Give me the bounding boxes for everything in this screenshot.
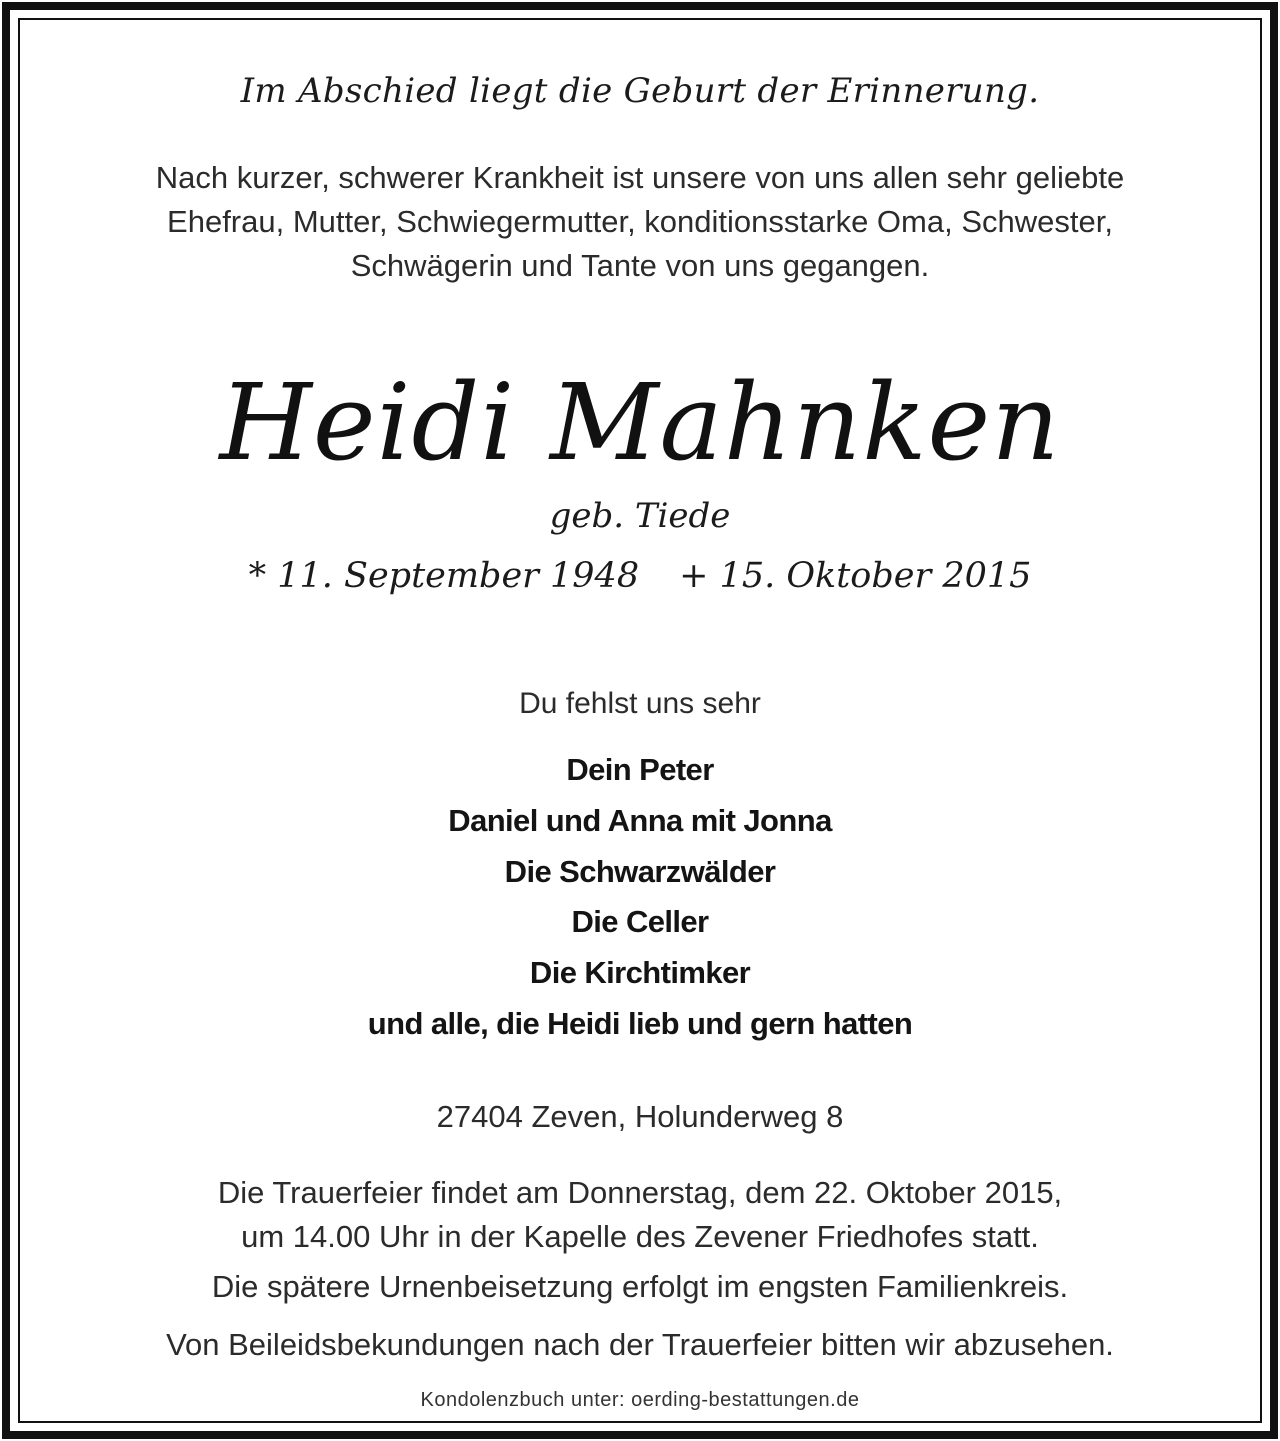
mourner-item: Daniel und Anna mit Jonna	[448, 802, 832, 838]
mourners-list	[0, 745, 1280, 1050]
condolence-note: Von Beileidsbekundungen nach der Trauerfeier bitten wir abzusehen.	[166, 1327, 1114, 1362]
intro-line-2: Ehefrau, Mutter, Schwiegermutter, konditionsstarke Oma, Schwester,	[167, 204, 1113, 239]
deceased-name: Heidi Mahnken	[219, 361, 1061, 484]
intro-line-1: Nach kurzer, schwerer Krankheit ist unsere von uns allen sehr geliebte	[155, 160, 1125, 195]
motto-quote: Im Abschied liegt die Geburt der Erinnerung.	[240, 71, 1040, 111]
mourner-item: Die Kirchtimker	[529, 955, 751, 991]
family-address: 27404 Zeven, Holunderweg 8	[436, 1099, 844, 1134]
death-date: + 15. Oktober 2015	[679, 556, 1032, 596]
ceremony-line-1: Die Trauerfeier findet am Donnerstag, dem 22. Oktober 2015,	[217, 1175, 1063, 1210]
mourner-item: Die Schwarzwälder	[504, 853, 776, 889]
intro-line-3: Schwägerin und Tante von uns gegangen.	[350, 248, 930, 283]
condolence-book-link[interactable]: Kondolenzbuch unter: oerding-bestattungen.de	[420, 1389, 860, 1411]
birth-date: * 11. September 1948	[248, 556, 640, 596]
life-dates	[0, 556, 1280, 596]
mourner-item: und alle, die Heidi lieb und gern hatten	[367, 1005, 913, 1041]
birth-name: geb. Tiede	[549, 496, 731, 536]
urn-burial-note: Die spätere Urnenbeisetzung erfolgt im engsten Familienkreis.	[211, 1269, 1069, 1304]
ceremony-info	[0, 1171, 1280, 1259]
mourner-item: Die Celler	[571, 904, 709, 940]
mourner-item: Dein Peter	[566, 752, 714, 787]
intro-text	[0, 156, 1280, 288]
ceremony-line-2: um 14.00 Uhr in der Kapelle des Zevener Friedhofes statt.	[241, 1219, 1039, 1254]
farewell-line: Du fehlst uns sehr	[519, 687, 761, 720]
